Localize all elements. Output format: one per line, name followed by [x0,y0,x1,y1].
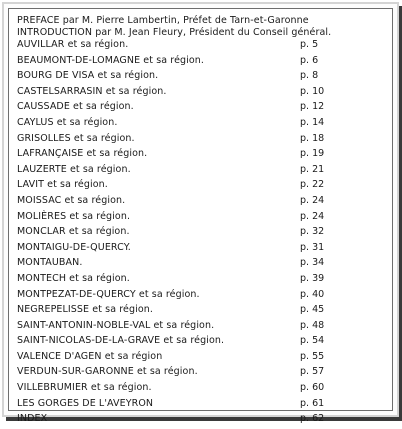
toc-entry [17,179,373,195]
toc-entry-page: p. 19 [300,148,325,160]
toc-entry [17,398,373,414]
toc-entry-page: p. 12 [300,101,325,113]
toc-entry-title: NEGREPELISSE et sa région. [17,304,154,316]
toc-entry-title: MONCLAR et sa région. [17,226,130,238]
toc-entry [17,86,373,102]
toc-entry-page: p. 62 [300,413,325,425]
toc-entry-title: LAVIT et sa région. [17,179,108,191]
introduction-line: INTRODUCTION par M. Jean Fleury, Président du Conseil général. [17,27,332,38]
toc-entry [17,133,373,149]
toc-entry [17,366,373,382]
toc-entry-title: AUVILLAR et sa région. [17,39,129,50]
toc-entry-page: p. 5 [300,39,319,50]
toc-entry-page: p. 60 [300,382,325,394]
toc-entry [17,211,373,227]
toc-entry-title: SAINT-NICOLAS-DE-LA-GRAVE et sa région. [17,335,225,347]
toc-entry [17,39,373,55]
toc-entry [17,289,373,305]
toc-entry-page: p. 55 [300,350,325,362]
toc-entry-title: BOURG DE VISA et sa région. [17,70,159,82]
toc-entry [17,117,373,133]
toc-entry-page: p. 40 [300,288,325,300]
toc-entry-page: p. 21 [300,163,325,175]
toc-entry-page: p. 32 [300,226,325,238]
toc-entry [17,320,373,336]
toc-entry-title: LES GORGES DE L'AVEYRON [17,397,154,409]
toc-entry-title: MONTECH et sa région. [17,272,130,284]
table-of-contents [17,39,373,429]
toc-entry-page: p. 22 [300,179,325,191]
toc-entry [17,335,373,351]
toc-entry-title: SAINT-ANTONIN-NOBLE-VAL et sa région. [17,319,215,331]
toc-entry-page: p. 24 [300,194,325,206]
toc-entry-title: MONTAIGU-DE-QUERCY. [17,241,131,253]
toc-entry [17,55,373,71]
toc-entry [17,148,373,164]
toc-entry-page: p. 34 [300,257,325,269]
toc-entry-title: BEAUMONT-DE-LOMAGNE et sa région. [17,54,205,66]
toc-entry-page: p. 10 [300,85,325,97]
toc-entry-title: MONTPEZAT-DE-QUERCY et sa région. [17,288,200,300]
toc-entry-page: p. 61 [300,397,325,409]
toc-entry-title: INDEX [17,413,48,425]
page-frame [2,2,399,425]
toc-entry-page: p. 57 [300,366,325,378]
toc-entry-title: MONTAUBAN. [17,257,83,269]
toc-entry [17,226,373,242]
toc-entry-title: GRISOLLES et sa région. [17,132,135,144]
toc-entry-page: p. 31 [300,241,325,253]
toc-entry [17,257,373,273]
toc-entry [17,351,373,367]
toc-entry-page: p. 18 [300,132,325,144]
toc-entry [17,273,373,289]
toc-entry [17,195,373,211]
toc-entry [17,242,373,258]
toc-entry-page: p. 8 [300,70,319,82]
toc-entry-page: p. 14 [300,116,325,128]
toc-entry-page: p. 48 [300,319,325,331]
document-panel [8,8,393,425]
toc-entry-title: MOISSAC et sa région. [17,194,126,206]
toc-entry-title: LAFRANÇAISE et sa région. [17,148,148,160]
toc-entry-title: CASTELSARRASIN et sa région. [17,85,167,97]
toc-entry-page: p. 39 [300,272,325,284]
toc-entry-title: CAYLUS et sa région. [17,116,118,128]
toc-entry-title: VERDUN-SUR-GARONNE et sa région. [17,366,198,378]
preface-line: PREFACE par M. Pierre Lambertin, Préfet de Tarn-et-Garonne [17,15,309,26]
toc-entry-title: VILLEBRUMIER et sa région. [17,382,152,394]
toc-entry-page: p. 6 [300,54,319,66]
toc-entry [17,101,373,117]
toc-entry [17,70,373,86]
toc-entry-page: p. 54 [300,335,325,347]
toc-entry-page: p. 45 [300,304,325,316]
toc-entry [17,164,373,180]
toc-entry-title: LAUZERTE et sa région. [17,163,131,175]
toc-entry-title: VALENCE D'AGEN et sa région [17,350,163,362]
toc-entry [17,413,373,429]
toc-entry-title: CAUSSADE et sa région. [17,101,134,113]
toc-entry-page: p. 24 [300,210,325,222]
toc-entry-title: MOLIÈRES et sa région. [17,210,131,222]
toc-entry [17,382,373,398]
toc-entry [17,304,373,320]
